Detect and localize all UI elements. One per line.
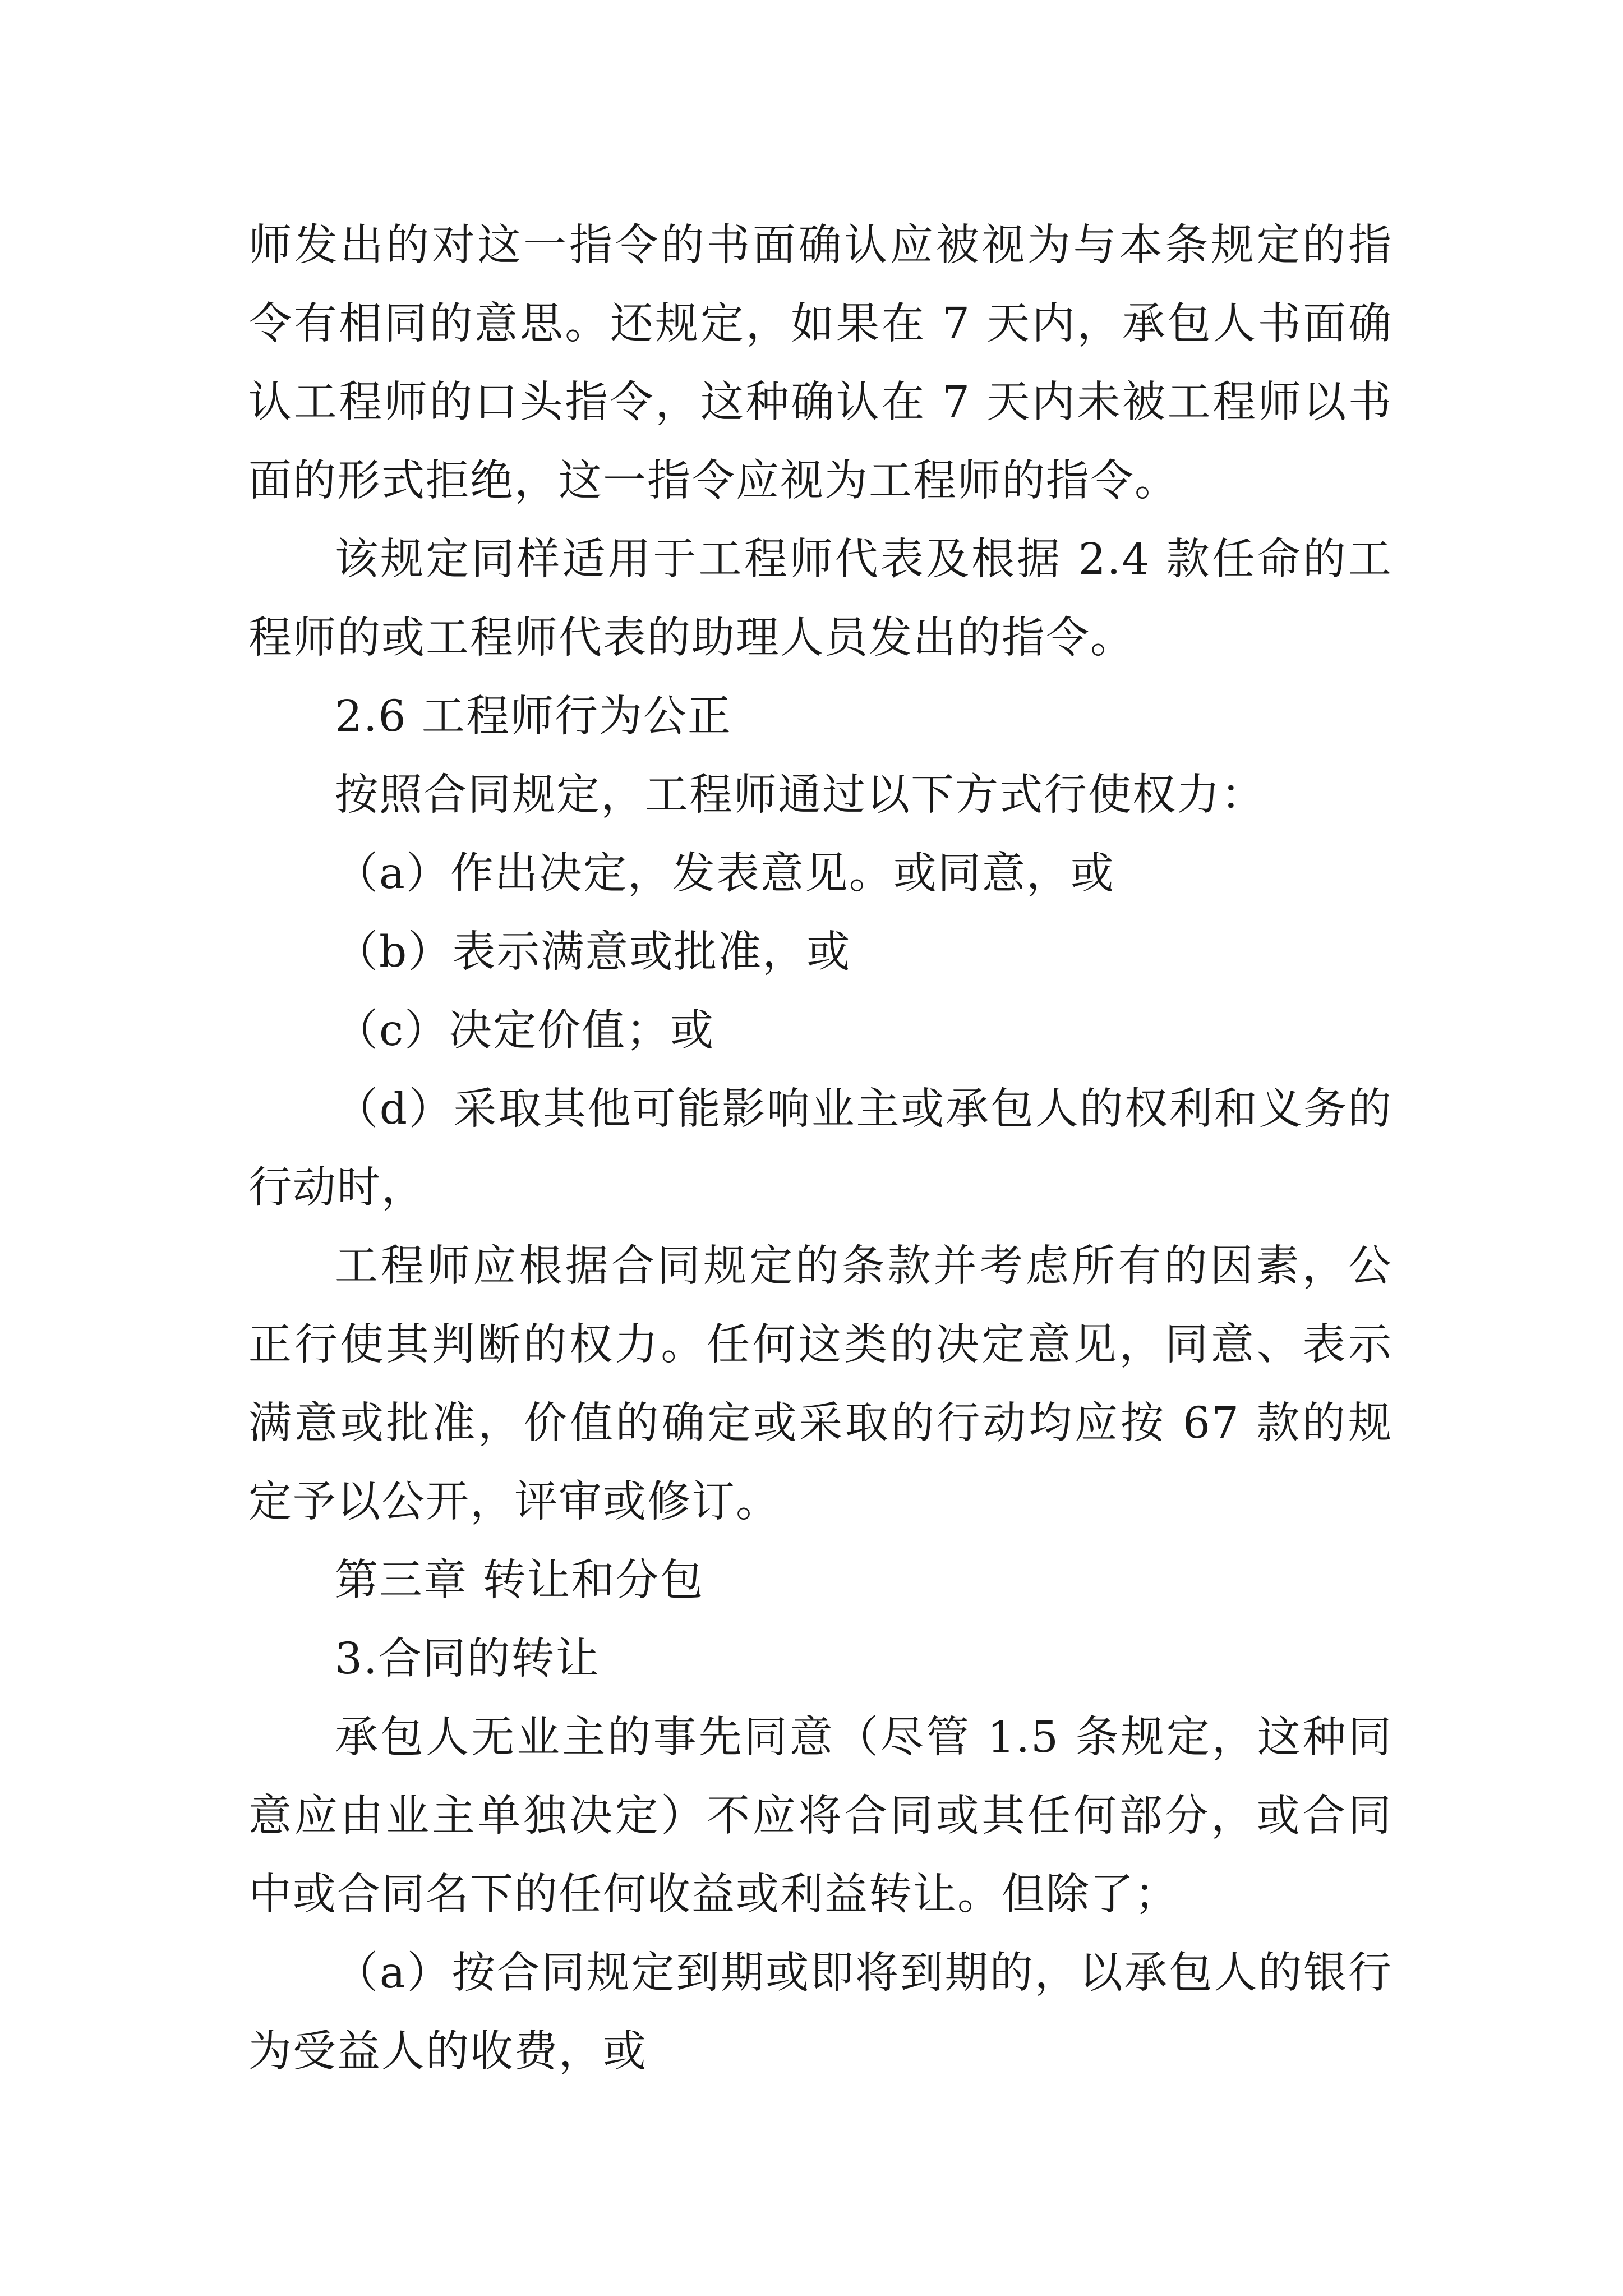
paragraph-impartiality: 工程师应根据合同规定的条款并考虑所有的因素，公正行使其判断的权力。任何这类的决定意见，同意、表示满意或批准，价值的确定或采取的行动均应按 67 款的规定予以公开，评审或修订。	[248, 1241, 1393, 1527]
paragraph-engineer-powers: 按照合同规定，工程师通过以下方式行使权力：	[335, 770, 1265, 820]
section-heading-2-6: 2.6 工程师行为公正	[335, 692, 732, 742]
section-heading-3: 3.合同的转让	[335, 1634, 600, 1684]
paragraph-instruction-confirmation: 师发出的对这一指令的书面确认应被视为与本条规定的指令有相同的意思。还规定，如果在 7 天内，承包人书面确认工程师的口头指令，这种确认在 7 天内未被工程师以书面的形式拒绝，这一指令应视为工程师的指令。	[248, 220, 1393, 506]
paragraph-assignment: 承包人无业主的事先同意（尽管 1.5 条规定，这种同意应由业主单独决定）不应将合同或其任何部分，或合同中或合同名下的任何收益或利益转让。但除了；	[248, 1713, 1393, 1920]
list-item-c: （c）决定价值；或	[335, 1006, 715, 1056]
document-body	[248, 206, 1393, 2091]
chapter-heading-3: 第三章 转让和分包	[335, 1556, 704, 1605]
list-item-b: （b）表示满意或批准，或	[335, 927, 851, 977]
list-item-d: （d）采取其他可能影响业主或承包人的权利和义务的行动时，	[248, 1084, 1393, 1213]
paragraph-applicability: 该规定同样适用于工程师代表及根据 2.4 款任命的工程师的或工程师代表的助理人员发出的指令。	[248, 535, 1393, 663]
list-item-assignment-a: （a）按合同规定到期或即将到期的，以承包人的银行为受益人的收费，或	[248, 1948, 1393, 2077]
list-item-a: （a）作出决定，发表意见。或同意，或	[335, 849, 1115, 899]
